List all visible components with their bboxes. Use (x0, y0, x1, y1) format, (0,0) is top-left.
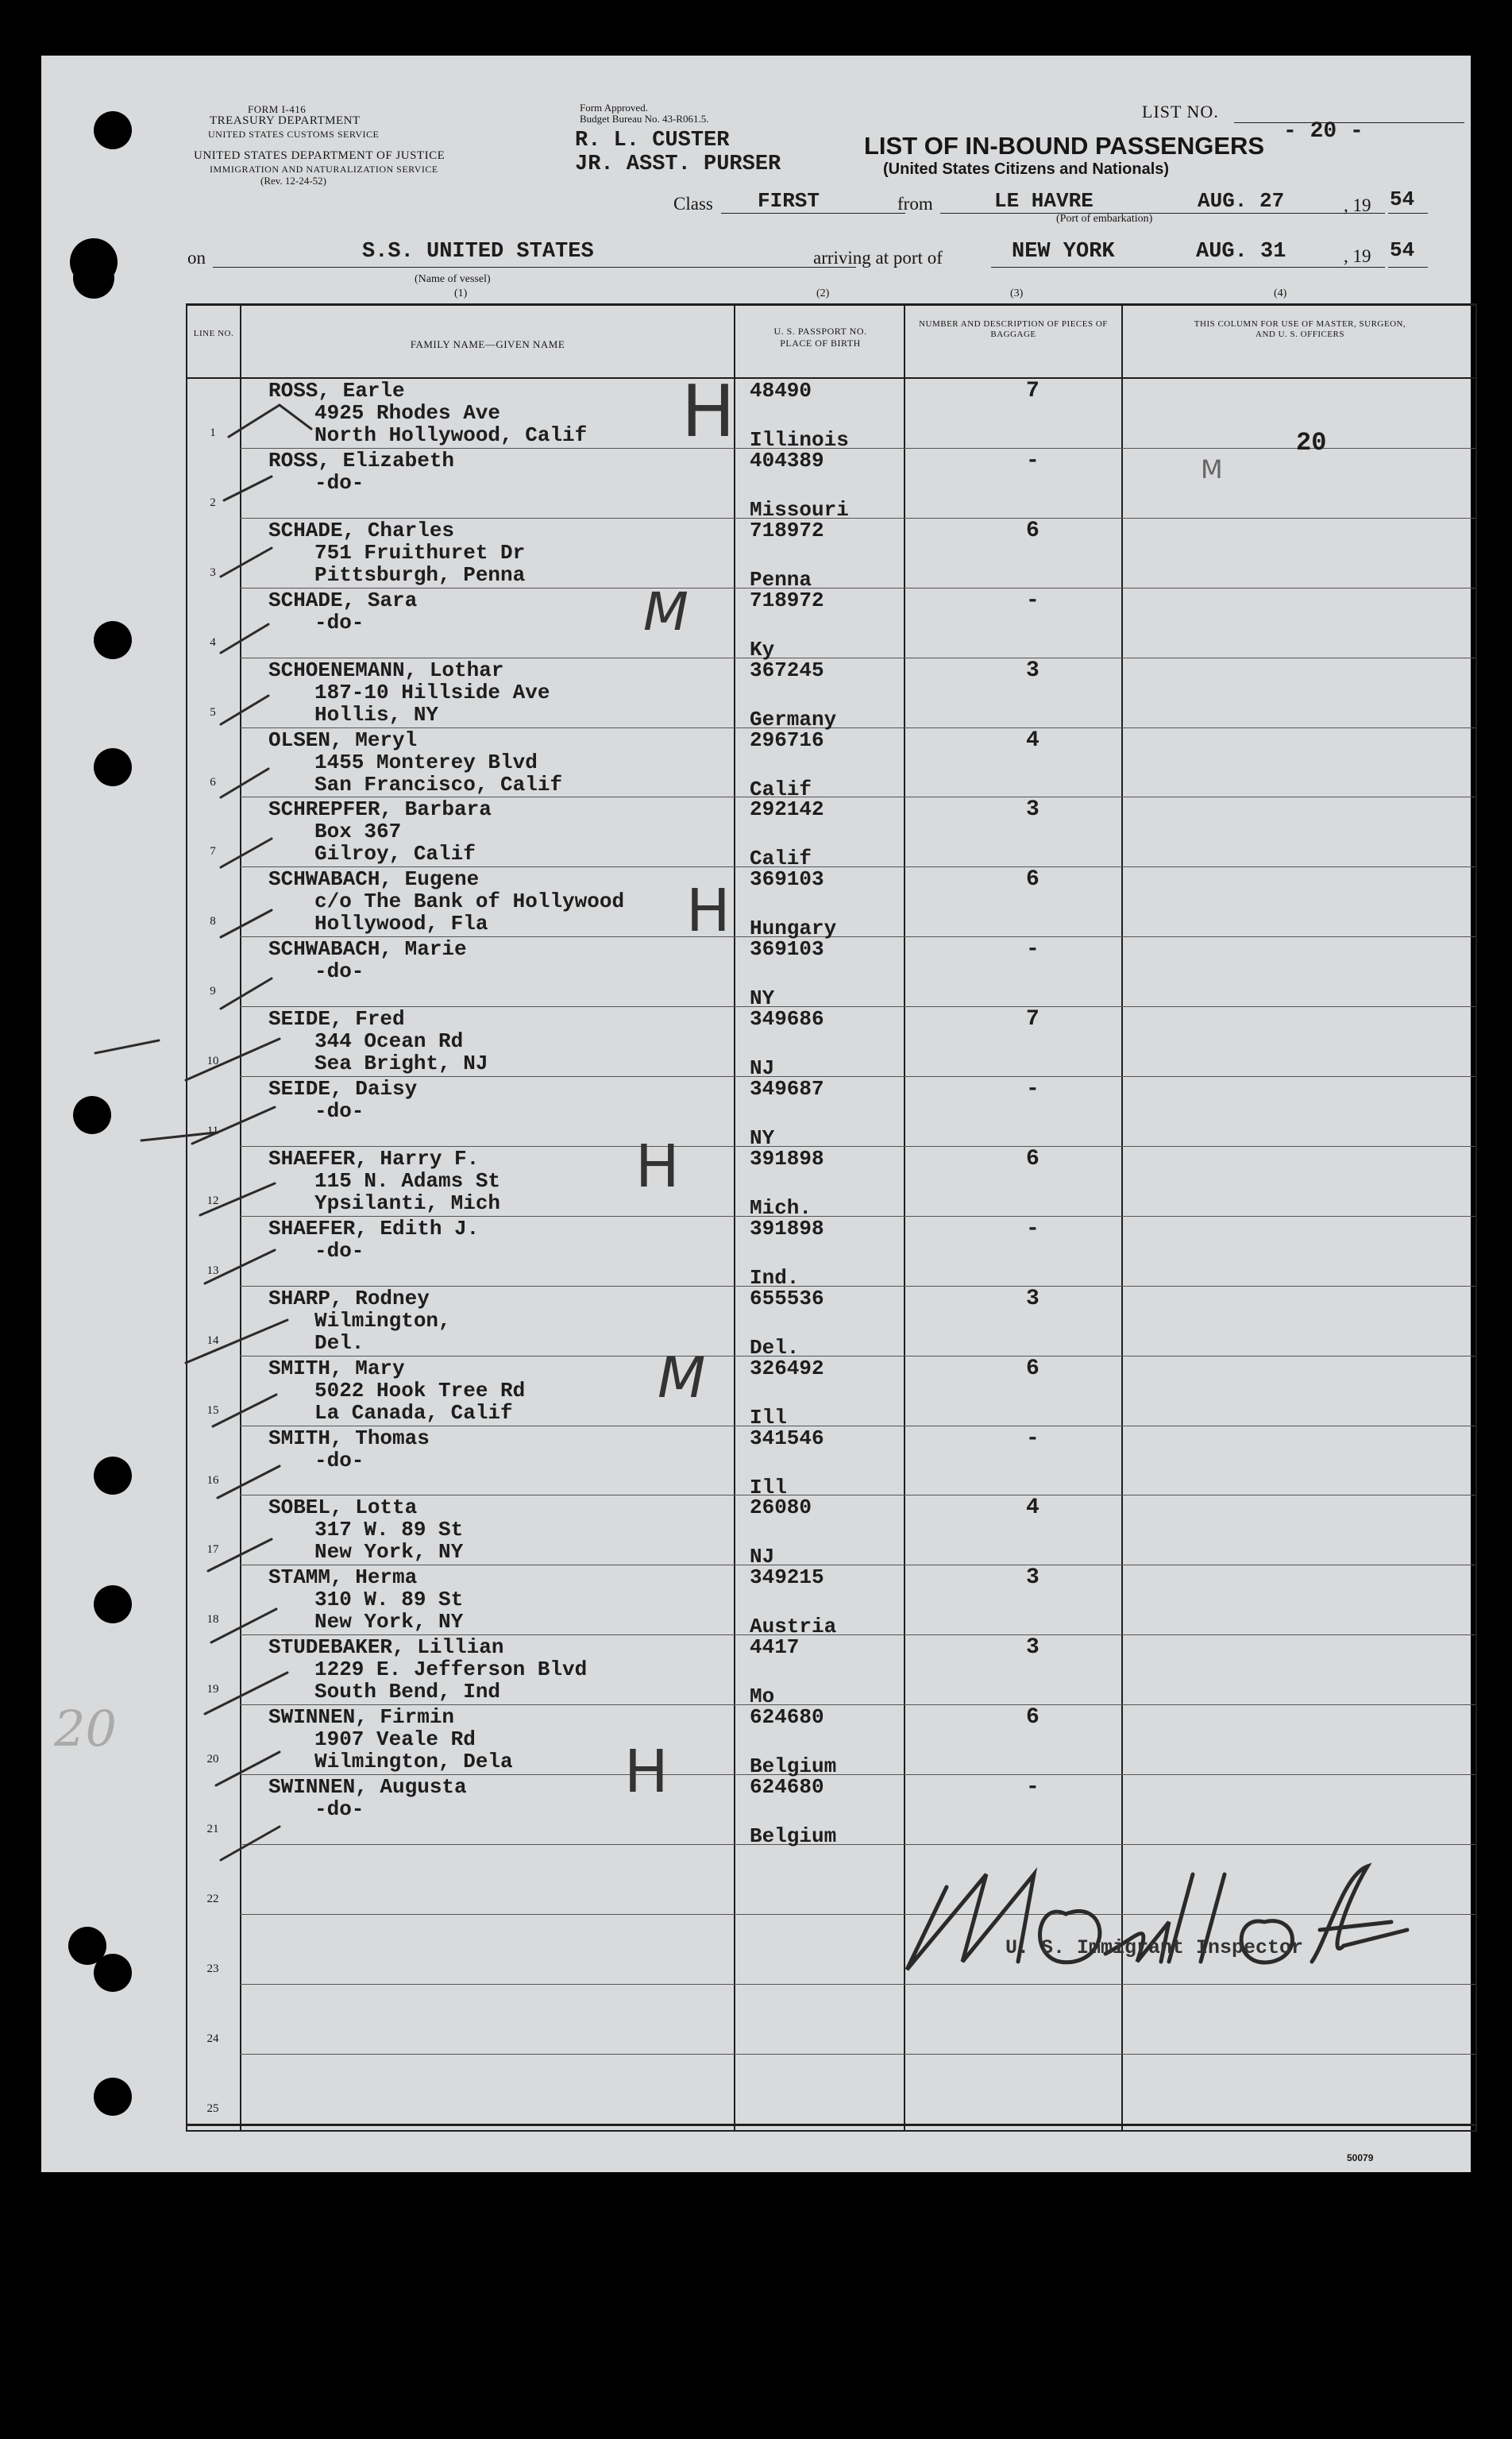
passenger-address: 4925 Rhodes Ave (314, 401, 501, 425)
embark-date: AUG. 27 (1198, 189, 1285, 213)
baggage-count: 4 (1026, 727, 1040, 753)
passport-number: 26080 (750, 1495, 812, 1520)
passenger-name: SEIDE, Daisy (268, 1077, 418, 1101)
passport-number: 404389 (750, 448, 824, 473)
passport-number: 624680 (750, 1775, 824, 1799)
line-number: 3 (210, 565, 216, 579)
purser-title: JR. ASST. PURSER (575, 152, 781, 176)
vessel-name: S.S. UNITED STATES (362, 240, 594, 264)
line-number: 19 (206, 1683, 219, 1696)
passenger-name: STUDEBAKER, Lillian (268, 1635, 504, 1660)
form-number: FORM I-416 (248, 103, 307, 115)
line-number: 18 (206, 1613, 219, 1627)
passenger-name: SCHWABACH, Marie (268, 937, 467, 962)
port-embarkation-label: (Port of embarkation) (1056, 213, 1153, 225)
form-sheet (41, 56, 1471, 2172)
place-of-birth: Germany (750, 707, 837, 731)
embark-port: LE HAVRE (994, 189, 1094, 213)
budget-bureau-label: Budget Bureau No. 43-R061.5. (580, 113, 709, 125)
place-of-birth: Austria (750, 1615, 837, 1639)
punch-hole (73, 1096, 111, 1134)
passenger-name: SHAEFER, Edith J. (268, 1216, 480, 1241)
baggage-count: 7 (1026, 1007, 1040, 1032)
customs-label: UNITED STATES CUSTOMS SERVICE (208, 129, 380, 140)
line-number: 16 (206, 1473, 219, 1487)
col-num-3: (3) (1010, 288, 1024, 299)
passenger-city: Hollis, NY (314, 702, 439, 727)
passenger-city: Ypsilanti, Mich (314, 1191, 501, 1215)
header-baggage: NUMBER AND DESCRIPTION OF PIECES OF BAGGAGE (919, 319, 1108, 339)
passenger-address: 751 Fruithuret Dr (314, 540, 526, 565)
handwritten-mark: M (1201, 454, 1223, 484)
passenger-address: c/o The Bank of Hollywood (314, 890, 625, 914)
passenger-city: La Canada, Calif (314, 1400, 513, 1425)
header-passport: U. S. PASSPORT NO. PLACE OF BIRTH (773, 326, 867, 349)
passenger-city: Wilmington, Dela (314, 1750, 513, 1774)
line-number: 9 (210, 985, 216, 998)
vessel-name-label: (Name of vessel) (415, 273, 491, 285)
form-approved-label: Form Approved. (580, 102, 648, 114)
place-of-birth: Del. (750, 1335, 800, 1360)
passport-number: 296716 (750, 727, 824, 752)
class-label: Class (673, 194, 713, 214)
punch-hole (94, 111, 132, 149)
passenger-city: South Bend, Ind (314, 1680, 501, 1704)
line-number: 20 (206, 1753, 219, 1766)
col-num-4: (4) (1274, 288, 1287, 299)
line-number: 12 (206, 1194, 219, 1207)
line-number: 25 (206, 2101, 219, 2115)
passenger-address: 115 N. Adams St (314, 1168, 501, 1193)
passenger-name: SWINNEN, Firmin (268, 1705, 455, 1730)
handwritten-mark: H (686, 877, 731, 945)
line-number: 15 (206, 1403, 219, 1417)
baggage-count: 6 (1026, 1146, 1040, 1171)
baggage-count: 6 (1026, 518, 1040, 543)
passenger-address: -do- (314, 959, 364, 984)
line-number: 6 (210, 775, 216, 789)
baggage-count: - (1026, 1077, 1040, 1102)
place-of-birth: Illinois (750, 428, 849, 452)
passenger-name: SHAEFER, Harry F. (268, 1146, 480, 1171)
baggage-count: - (1026, 937, 1040, 963)
embark-year-prefix: , 19 (1344, 195, 1371, 215)
header-officers: THIS COLUMN FOR USE OF MASTER, SURGEON, AND U. S. OFFICERS (1194, 319, 1406, 339)
baggage-count: 6 (1026, 1356, 1040, 1381)
passenger-city: Pittsburgh, Penna (314, 562, 526, 587)
header-family-name: FAMILY NAME—GIVEN NAME (410, 338, 565, 350)
ins-label: IMMIGRATION AND NATURALIZATION SERVICE (210, 164, 438, 175)
passenger-name: SMITH, Mary (268, 1356, 405, 1380)
passenger-city: New York, NY (314, 1610, 464, 1634)
inspector-label: U. S. Immigrant Inspector (1005, 1936, 1304, 1959)
list-number-label: LIST NO. (1142, 102, 1219, 122)
col-num-2: (2) (816, 288, 830, 299)
form-title: LIST OF IN-BOUND PASSENGERS (864, 132, 1265, 160)
on-label: on (187, 248, 206, 268)
passenger-name: ROSS, Elizabeth (268, 448, 455, 473)
place-of-birth: Mo (750, 1685, 775, 1709)
place-of-birth: Mich. (750, 1195, 812, 1220)
passport-number: 624680 (750, 1705, 824, 1730)
passenger-name: SCHOENEMANN, Lothar (268, 658, 504, 682)
place-of-birth: Calif (750, 847, 812, 871)
handwritten-mark: H (624, 1738, 669, 1806)
line-number: 22 (206, 1892, 219, 1905)
place-of-birth: Ind. (750, 1265, 800, 1290)
form-subtitle: (United States Citizens and Nationals) (883, 160, 1170, 178)
passenger-address: -do- (314, 1099, 364, 1123)
arrival-year: 54 (1390, 238, 1415, 262)
handwritten-mark: H (635, 1133, 680, 1201)
passenger-city: New York, NY (314, 1540, 464, 1565)
line-number: 1 (210, 426, 216, 439)
line-number: 24 (206, 2032, 219, 2045)
passenger-address: -do- (314, 610, 364, 635)
place-of-birth: Ky (750, 637, 775, 662)
line-number: 4 (210, 635, 216, 649)
baggage-count: - (1026, 1216, 1040, 1241)
passenger-address: -do- (314, 1448, 364, 1472)
baggage-count: 3 (1026, 1635, 1040, 1661)
baggage-count: - (1026, 588, 1040, 613)
from-label: from (897, 194, 933, 214)
passenger-name: SCHWABACH, Eugene (268, 867, 480, 892)
form-code: 50079 (1347, 2152, 1374, 2163)
passport-number: 349215 (750, 1565, 824, 1590)
passenger-city: Hollywood, Fla (314, 912, 488, 936)
passport-number: 391898 (750, 1216, 824, 1241)
passenger-name: SCHADE, Sara (268, 588, 418, 612)
passport-number: 367245 (750, 658, 824, 682)
passenger-address: Wilmington, (314, 1308, 451, 1333)
baggage-count: - (1026, 448, 1040, 473)
passenger-name: SMITH, Thomas (268, 1426, 430, 1450)
passenger-address: 1229 E. Jefferson Blvd (314, 1658, 588, 1682)
passenger-name: STAMM, Herma (268, 1565, 418, 1590)
punch-hole (73, 257, 114, 299)
header-line-no: LINE NO. (193, 329, 234, 338)
place-of-birth: Missouri (750, 497, 849, 522)
place-of-birth: Ill (750, 1405, 787, 1430)
handwritten-mark: H (681, 370, 735, 453)
line-number: 23 (206, 1962, 219, 1975)
class-value: FIRST (758, 189, 820, 213)
passenger-name: SHARP, Rodney (268, 1286, 430, 1310)
line-number: 11 (206, 1125, 219, 1137)
baggage-count: 3 (1026, 658, 1040, 683)
baggage-count: 6 (1026, 1705, 1040, 1731)
punch-hole (94, 748, 132, 786)
line-number: 5 (210, 705, 216, 719)
passport-number: 4417 (750, 1635, 800, 1660)
line-number: 17 (206, 1543, 219, 1557)
passport-number: 349687 (750, 1077, 824, 1101)
passenger-address: 310 W. 89 St (314, 1588, 464, 1612)
passport-number: 292142 (750, 797, 824, 822)
col-num-1: (1) (454, 288, 468, 299)
officer-note: 20 (1296, 428, 1327, 457)
passport-number: 391898 (750, 1146, 824, 1171)
baggage-count: 3 (1026, 1286, 1040, 1311)
line-number: 21 (206, 1823, 219, 1835)
passenger-address: 317 W. 89 St (314, 1518, 464, 1542)
passenger-name: ROSS, Earle (268, 379, 405, 403)
place-of-birth: Belgium (750, 1824, 837, 1848)
passenger-name: OLSEN, Meryl (268, 727, 418, 752)
line-number: 10 (206, 1055, 219, 1068)
place-of-birth: Penna (750, 567, 812, 592)
passenger-city: Del. (314, 1330, 364, 1355)
list-number: - 20 - (1283, 119, 1364, 144)
baggage-count: - (1026, 1426, 1040, 1451)
place-of-birth: NJ (750, 1056, 775, 1081)
passenger-address: 1455 Monterey Blvd (314, 750, 538, 774)
line-number: 7 (210, 845, 216, 859)
baggage-count: 4 (1026, 1495, 1040, 1521)
passport-number: 326492 (750, 1356, 824, 1380)
line-number: 2 (210, 496, 216, 509)
passport-number: 48490 (750, 379, 812, 403)
passenger-name: SEIDE, Fred (268, 1007, 405, 1032)
passenger-city: North Hollywood, Calif (314, 423, 588, 447)
inspector-signature (899, 1843, 1439, 1986)
baggage-count: - (1026, 1775, 1040, 1800)
passport-number: 718972 (750, 518, 824, 542)
line-number: 13 (206, 1264, 219, 1277)
punch-hole (94, 1585, 132, 1623)
passenger-city: Gilroy, Calif (314, 842, 476, 866)
punch-hole (94, 2078, 132, 2116)
passport-number: 655536 (750, 1286, 824, 1310)
passenger-address: -do- (314, 470, 364, 495)
baggage-count: 3 (1026, 1565, 1040, 1591)
passport-number: 369103 (750, 867, 824, 892)
place-of-birth: Belgium (750, 1754, 837, 1779)
place-of-birth: NJ (750, 1545, 775, 1569)
passport-number: 369103 (750, 937, 824, 962)
passenger-city: San Francisco, Calif (314, 772, 563, 797)
embark-year: 54 (1390, 187, 1415, 211)
treasury-label: TREASURY DEPARTMENT (210, 114, 361, 127)
line-number: 8 (210, 915, 216, 928)
passenger-name: SCHREPFER, Barbara (268, 797, 492, 822)
punch-hole (94, 1457, 132, 1495)
passenger-address: -do- (314, 1238, 364, 1263)
revision-label: (Rev. 12-24-52) (260, 175, 326, 187)
passenger-address: 1907 Veale Rd (314, 1727, 476, 1752)
passenger-address: 5022 Hook Tree Rd (314, 1378, 526, 1403)
punch-hole (94, 1954, 132, 1992)
arrival-port: NEW YORK (1012, 240, 1115, 264)
baggage-count: 6 (1026, 867, 1040, 893)
passport-number: 349686 (750, 1007, 824, 1032)
place-of-birth: Calif (750, 777, 812, 801)
justice-label: UNITED STATES DEPARTMENT OF JUSTICE (194, 149, 446, 162)
passenger-city: Sea Bright, NJ (314, 1052, 488, 1076)
passport-number: 341546 (750, 1426, 824, 1450)
arrival-year-prefix: , 19 (1344, 246, 1371, 266)
punch-hole (94, 621, 132, 659)
baggage-count: 3 (1026, 797, 1040, 823)
line-number: 14 (206, 1333, 219, 1347)
purser-name: R. L. CUSTER (575, 129, 730, 152)
arriving-label: arriving at port of (813, 248, 943, 268)
place-of-birth: NY (750, 1126, 775, 1150)
place-of-birth: NY (750, 986, 775, 1011)
passenger-name: SWINNEN, Augusta (268, 1775, 467, 1799)
handwritten-mark: M (658, 1345, 706, 1411)
passenger-address: -do- (314, 1797, 364, 1821)
passenger-name: SCHADE, Charles (268, 518, 455, 542)
passenger-address: Box 367 (314, 820, 402, 844)
passenger-address: 344 Ocean Rd (314, 1029, 464, 1054)
handwritten-mark: M (643, 581, 688, 643)
passenger-name: SOBEL, Lotta (268, 1495, 418, 1520)
margin-note: 20 (54, 1700, 117, 1758)
place-of-birth: Ill (750, 1475, 787, 1499)
passenger-address: 187-10 Hillside Ave (314, 680, 550, 704)
arrival-date: AUG. 31 (1196, 240, 1286, 264)
place-of-birth: Hungary (750, 917, 837, 941)
baggage-count: 7 (1026, 379, 1040, 403)
passport-number: 718972 (750, 588, 824, 612)
